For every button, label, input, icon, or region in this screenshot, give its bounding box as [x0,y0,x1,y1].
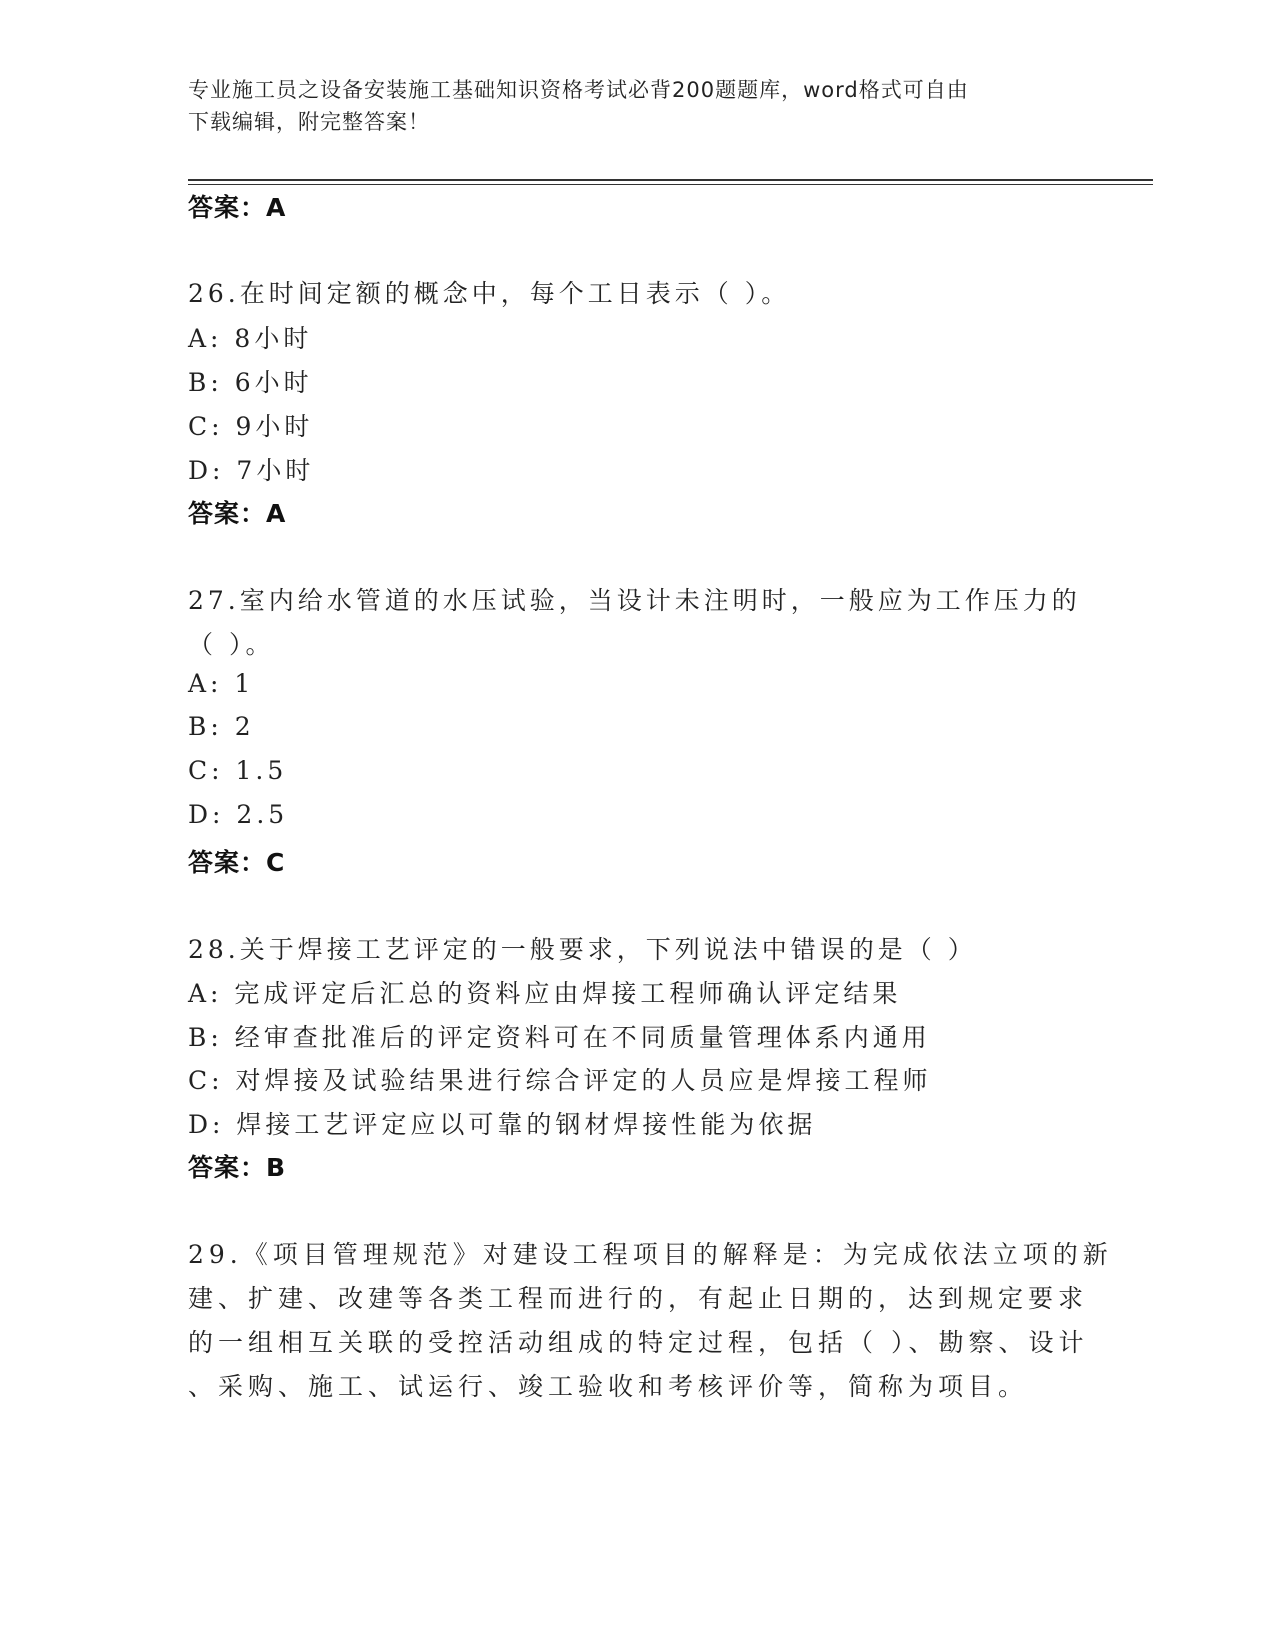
question-27-option-b: B: 2 [188,712,255,741]
question-29-line-4: 、采购、施工、试运行、竣工验收和考核评价等，简称为项目。 [188,1372,1029,1401]
question-26-answer: 答案：A [188,499,287,528]
question-27-stem-line-2: （ ）。 [188,630,275,659]
question-28-option-b: B: 经审查批准后的评定资料可在不同质量管理体系内通用 [188,1023,931,1052]
question-28-answer: 答案：B [188,1153,287,1182]
header-divider-thick [188,179,1153,181]
header-line-1: 专业施工员之设备安装施工基础知识资格考试必背200题题库，word格式可自由 [188,78,969,102]
question-26-stem: 26.在时间定额的概念中，每个工日表示（ ）。 [188,279,791,308]
question-27-option-d: D: 2.5 [188,800,289,829]
question-29-line-1: 29.《项目管理规范》对建设工程项目的解释是：为完成依法立项的新 [188,1240,1113,1269]
question-27-option-c: C: 1.5 [188,756,288,785]
question-29-line-3: 的一组相互关联的受控活动组成的特定过程，包括（ ）、勘察、设计 [188,1328,1089,1357]
question-29-line-2: 建、扩建、改建等各类工程而进行的，有起止日期的，达到规定要求 [188,1284,1089,1313]
question-27-option-a: A: 1 [188,669,255,698]
question-28-option-c: C: 对焊接及试验结果进行综合评定的人员应是焊接工程师 [188,1066,932,1095]
question-26-option-c: C: 9小时 [188,412,314,441]
question-26-option-b: B: 6小时 [188,368,313,397]
question-27-stem-line-1: 27.室内给水管道的水压试验，当设计未注明时，一般应为工作压力的 [188,586,1081,615]
question-28-option-a: A: 完成评定后汇总的资料应由焊接工程师确认评定结果 [188,979,902,1008]
question-26-option-d: D: 7小时 [188,456,315,485]
header-line-2: 下载编辑，附完整答案！ [188,110,430,134]
previous-answer: 答案：A [188,193,287,222]
question-28-stem: 28.关于焊接工艺评定的一般要求，下列说法中错误的是（ ） [188,935,977,964]
document-header [188,74,1068,138]
question-28-option-d: D: 焊接工艺评定应以可靠的钢材焊接性能为依据 [188,1110,817,1139]
header-divider-thin [188,184,1153,185]
question-27-answer: 答案：C [188,848,286,877]
question-26-option-a: A: 8小时 [188,324,313,353]
